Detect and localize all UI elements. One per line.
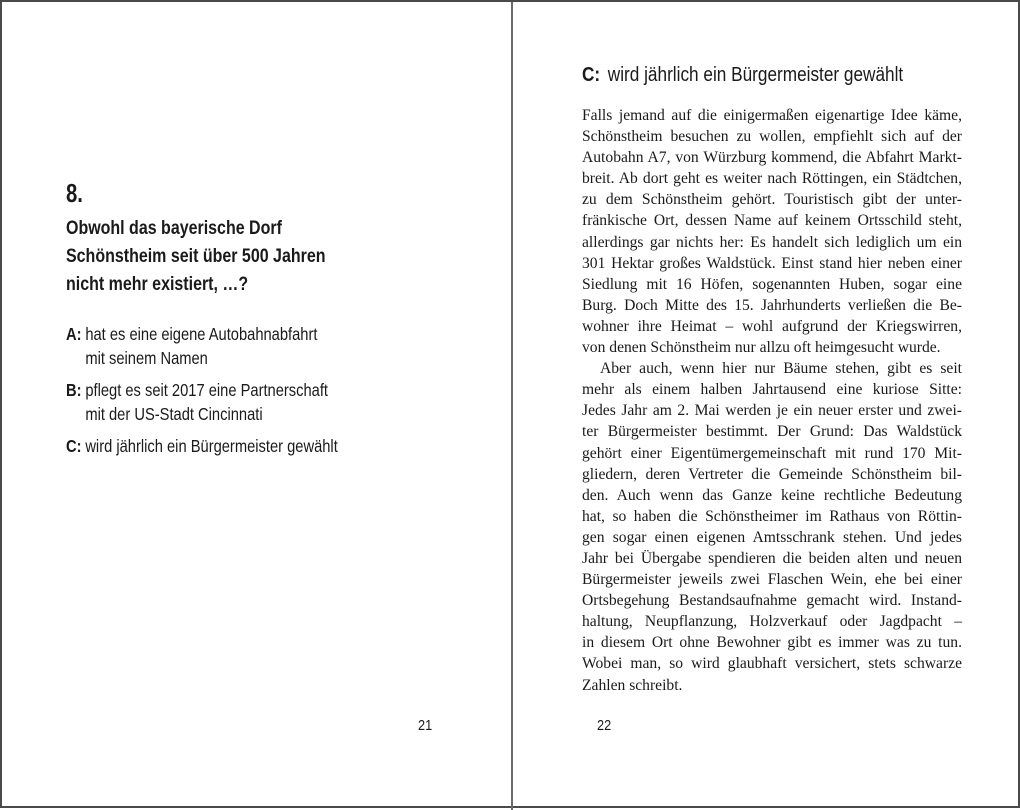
text-line: in diesem Ort ohne Bewohner gibt es immer was zu tun. bbox=[582, 634, 962, 652]
text-line: Ortsbegehung Bestandsaufnahme gemacht wird. Instand- bbox=[582, 592, 962, 610]
option-line: mit der US-Stadt Cincinnati bbox=[85, 404, 263, 424]
text-line: gehört einer Eigentümergemeinschaft mit rund 170 Mit- bbox=[582, 444, 962, 462]
answer-letter: C: bbox=[582, 64, 601, 86]
text-line: wohner ihre Heimat – wohl aufgrund der Kriegswirren, bbox=[582, 317, 962, 335]
option-text bbox=[85, 322, 427, 370]
text-line: Siedlung mit 16 Höfen, sogenannten Huben, sogar eine bbox=[582, 275, 962, 293]
answer-body bbox=[582, 105, 962, 696]
text-line: haltung, Neupflanzung, Holzverkauf oder Jagdpacht – bbox=[582, 613, 962, 631]
option-a bbox=[66, 322, 427, 370]
question-text bbox=[66, 214, 410, 298]
option-line: hat es eine eigene Autobahnabfahrt bbox=[85, 324, 318, 344]
text-line: 301 Hektar großes Waldstück. Einst stand hier neben einer bbox=[582, 254, 962, 272]
answer-heading bbox=[582, 62, 978, 88]
page-number-right: 22 bbox=[597, 717, 612, 734]
paragraph-2 bbox=[582, 358, 962, 696]
text-line: gen sogar einen eigenen Amtsschrank stehen. Und jedes bbox=[582, 528, 962, 546]
answer-options bbox=[66, 322, 427, 466]
text-line: Jahr bei Übergabe spendieren die beiden alten und neuen bbox=[582, 549, 962, 567]
option-text bbox=[85, 434, 427, 458]
paragraph-1 bbox=[582, 105, 962, 358]
text-line: gliedern, deren Vertreter die Gemeinde Schönstheim bil- bbox=[582, 465, 962, 483]
text-line: Autobahn A7, von Würzburg kommend, die Abfahrt Markt- bbox=[582, 149, 962, 167]
text-line: zu dem Schönstheim gehört. Touristisch gibt der unter- bbox=[582, 191, 962, 209]
option-line: mit seinem Namen bbox=[85, 348, 208, 368]
text-line: hat, so haben die Schönstheimer im Rathaus von Röttin- bbox=[582, 507, 962, 525]
text-line: von denen Schönstheim nur allzu oft heimgesucht wurde. bbox=[582, 339, 941, 357]
left-page bbox=[2, 2, 512, 810]
option-b bbox=[66, 378, 427, 426]
text-line: Bürgermeister jeweils zwei Flaschen Wein, ehe bei einer bbox=[582, 571, 962, 589]
option-letter: C: bbox=[66, 436, 82, 456]
text-line: den. Auch wenn das Ganze keine rechtliche Bedeutung bbox=[582, 486, 962, 504]
option-letter: A: bbox=[66, 324, 82, 344]
text-line: Burg. Doch Mitte des 15. Jahrhunderts verließen die Be- bbox=[582, 296, 962, 314]
text-line: ter Bürgermeister bestimmt. Der Grund: Das Waldstück bbox=[582, 423, 962, 441]
text-line: breit. Ab dort geht es weiter nach Röttingen, ein Städtchen, bbox=[582, 170, 962, 188]
option-c bbox=[66, 434, 427, 458]
option-text bbox=[85, 378, 427, 426]
text-line: allerdings gar nichts her: Es handelt sich lediglich um ein bbox=[582, 233, 962, 251]
text-line: fränkische Ort, dessen Name auf keinem Ortsschild steht, bbox=[582, 212, 962, 230]
text-line: Schönstheim besuchen zu wollen, empfiehlt sich auf der bbox=[582, 128, 962, 146]
text-line: Falls jemand auf die einigermaßen eigenartige Idee käme, bbox=[582, 107, 962, 124]
text-line: Wobei man, so wird glaubhaft versichert, stets schwarze bbox=[582, 655, 962, 673]
option-letter: B: bbox=[66, 380, 82, 400]
text-line: Zahlen schreibt. bbox=[582, 676, 683, 694]
text-line: Aber auch, wenn hier nur Bäume stehen, gibt es seit bbox=[600, 360, 962, 378]
question-line: Schönstheim seit über 500 Jahren bbox=[66, 245, 326, 267]
option-line: wird jährlich ein Bürgermeister gewählt bbox=[85, 436, 338, 456]
text-line: Jedes Jahr am 2. Mai werden je ein neuer erster und zwei- bbox=[582, 402, 962, 420]
question-line: Obwohl das bayerische Dorf bbox=[66, 217, 282, 239]
answer-text: wird jährlich ein Bürgermeister gewählt bbox=[607, 64, 904, 86]
question-number: 8. bbox=[66, 178, 83, 208]
option-line: pflegt es seit 2017 eine Partnerschaft bbox=[85, 380, 329, 400]
page-number-left: 21 bbox=[418, 717, 433, 734]
question-line: nicht mehr existiert, …? bbox=[66, 273, 249, 295]
text-line: mehr als einem halben Jahrtausend eine kuriose Sitte: bbox=[582, 381, 962, 399]
